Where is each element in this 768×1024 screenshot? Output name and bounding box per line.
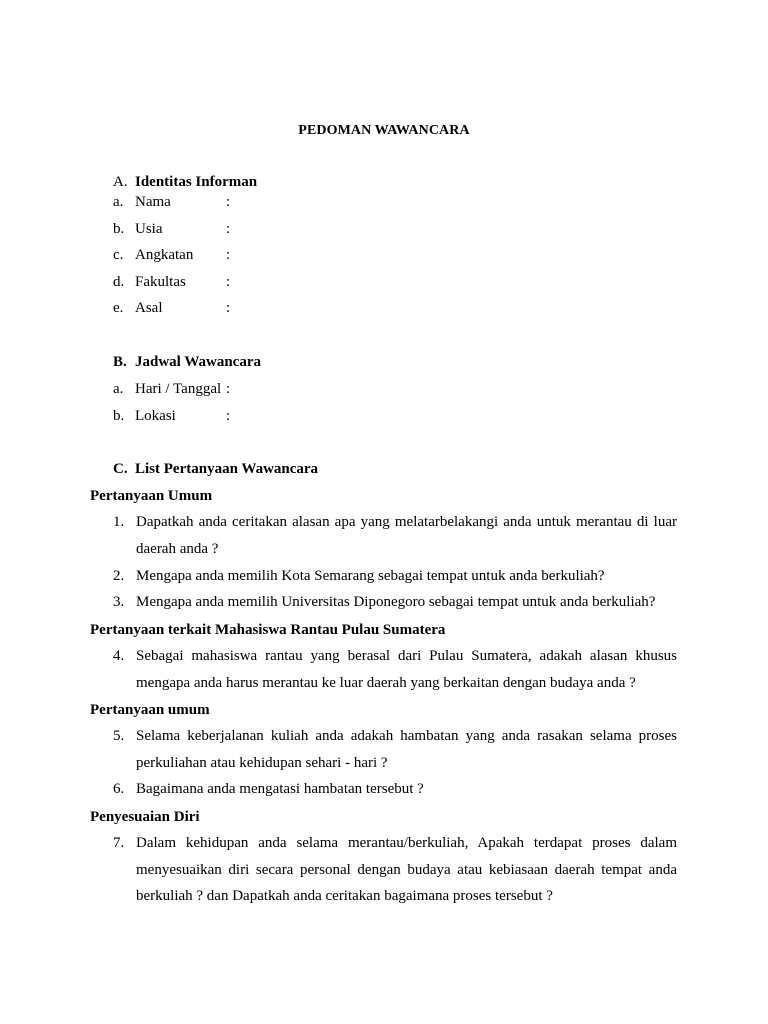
field-marker: e. — [113, 300, 124, 316]
field-label: Fakultas — [135, 274, 186, 290]
field-colon: : — [226, 247, 231, 263]
field-colon: : — [226, 300, 231, 316]
question-number: 3. — [113, 594, 125, 610]
field-colon: : — [226, 221, 231, 237]
section-a-letter: A. — [113, 174, 128, 190]
page-title: PEDOMAN WAWANCARA — [298, 123, 470, 138]
field-colon: : — [226, 408, 231, 424]
group-heading-pertanyaan-umum: Pertanyaan Umum — [90, 488, 213, 504]
field-marker: b. — [113, 408, 125, 424]
question-number: 6. — [113, 781, 125, 797]
group-heading-pertanyaan-umum-2: Pertanyaan umum — [90, 702, 210, 718]
section-a-heading — [113, 174, 257, 191]
field-label: Usia — [135, 221, 163, 237]
question-2 — [113, 563, 677, 590]
field-angkatan — [113, 247, 230, 264]
field-colon: : — [226, 274, 231, 290]
section-b-letter: B. — [113, 354, 127, 370]
field-marker: d. — [113, 274, 125, 290]
field-fakultas — [113, 274, 230, 291]
field-usia — [113, 221, 230, 238]
section-c-letter: C. — [113, 461, 128, 477]
question-number: 4. — [113, 648, 125, 664]
field-label: Angkatan — [135, 247, 194, 263]
field-marker: a. — [113, 381, 124, 397]
field-label: Asal — [135, 300, 163, 316]
field-marker: a. — [113, 194, 124, 210]
question-1 — [113, 509, 677, 562]
group-heading-penyesuaian-diri: Penyesuaian Diri — [90, 809, 200, 825]
field-label: Lokasi — [135, 408, 176, 424]
question-3 — [113, 589, 677, 616]
field-lokasi — [113, 408, 230, 425]
question-6 — [113, 776, 677, 803]
field-colon: : — [226, 194, 231, 210]
question-number: 1. — [113, 514, 125, 530]
question-text: Selama keberjalanan kuliah anda adakah hambatan yang anda rasakan selama proses perkuliahan atau kehidupan sehari - hari ? — [136, 728, 677, 771]
question-text: Dalam kehidupan anda selama merantau/berkuliah, Apakah terdapat proses dalam menyesuaikan diri secara personal dengan budaya atau kebiasaan daerah tempat anda berkuliah ? dan Dapatkah anda ceritakan bagaimana proses tersebut ? — [136, 835, 677, 904]
field-colon: : — [226, 381, 231, 397]
section-a-title: Identitas Informan — [135, 174, 258, 190]
question-text: Mengapa anda memilih Kota Semarang sebagai tempat untuk anda berkuliah? — [136, 568, 605, 584]
field-nama — [113, 194, 230, 211]
section-b-title: Jadwal Wawancara — [135, 354, 261, 370]
question-4 — [113, 643, 677, 696]
field-asal — [113, 300, 230, 317]
field-label: Nama — [135, 194, 171, 210]
field-marker: c. — [113, 247, 124, 263]
field-hari-tanggal — [113, 381, 230, 398]
question-number: 5. — [113, 728, 125, 744]
question-number: 7. — [113, 835, 125, 851]
section-b-heading — [113, 354, 261, 371]
group-heading-mahasiswa-rantau: Pertanyaan terkait Mahasiswa Rantau Pulau Sumatera — [90, 622, 446, 638]
question-text: Bagaimana anda mengatasi hambatan tersebut ? — [136, 781, 424, 797]
question-text: Dapatkah anda ceritakan alasan apa yang melatarbelakangi anda untuk merantau di luar daerah anda ? — [136, 514, 677, 557]
question-text: Mengapa anda memilih Universitas Diponegoro sebagai tempat untuk anda berkuliah? — [136, 594, 656, 610]
section-c-heading — [113, 461, 318, 478]
question-5 — [113, 723, 677, 776]
section-c-title: List Pertanyaan Wawancara — [135, 461, 319, 477]
question-number: 2. — [113, 568, 125, 584]
question-7 — [113, 830, 677, 910]
question-text: Sebagai mahasiswa rantau yang berasal dari Pulau Sumatera, adakah alasan khusus mengapa anda harus merantau ke luar daerah yang berkaitan dengan budaya anda ? — [136, 648, 677, 691]
field-label: Hari / Tanggal — [135, 381, 222, 397]
field-marker: b. — [113, 221, 125, 237]
